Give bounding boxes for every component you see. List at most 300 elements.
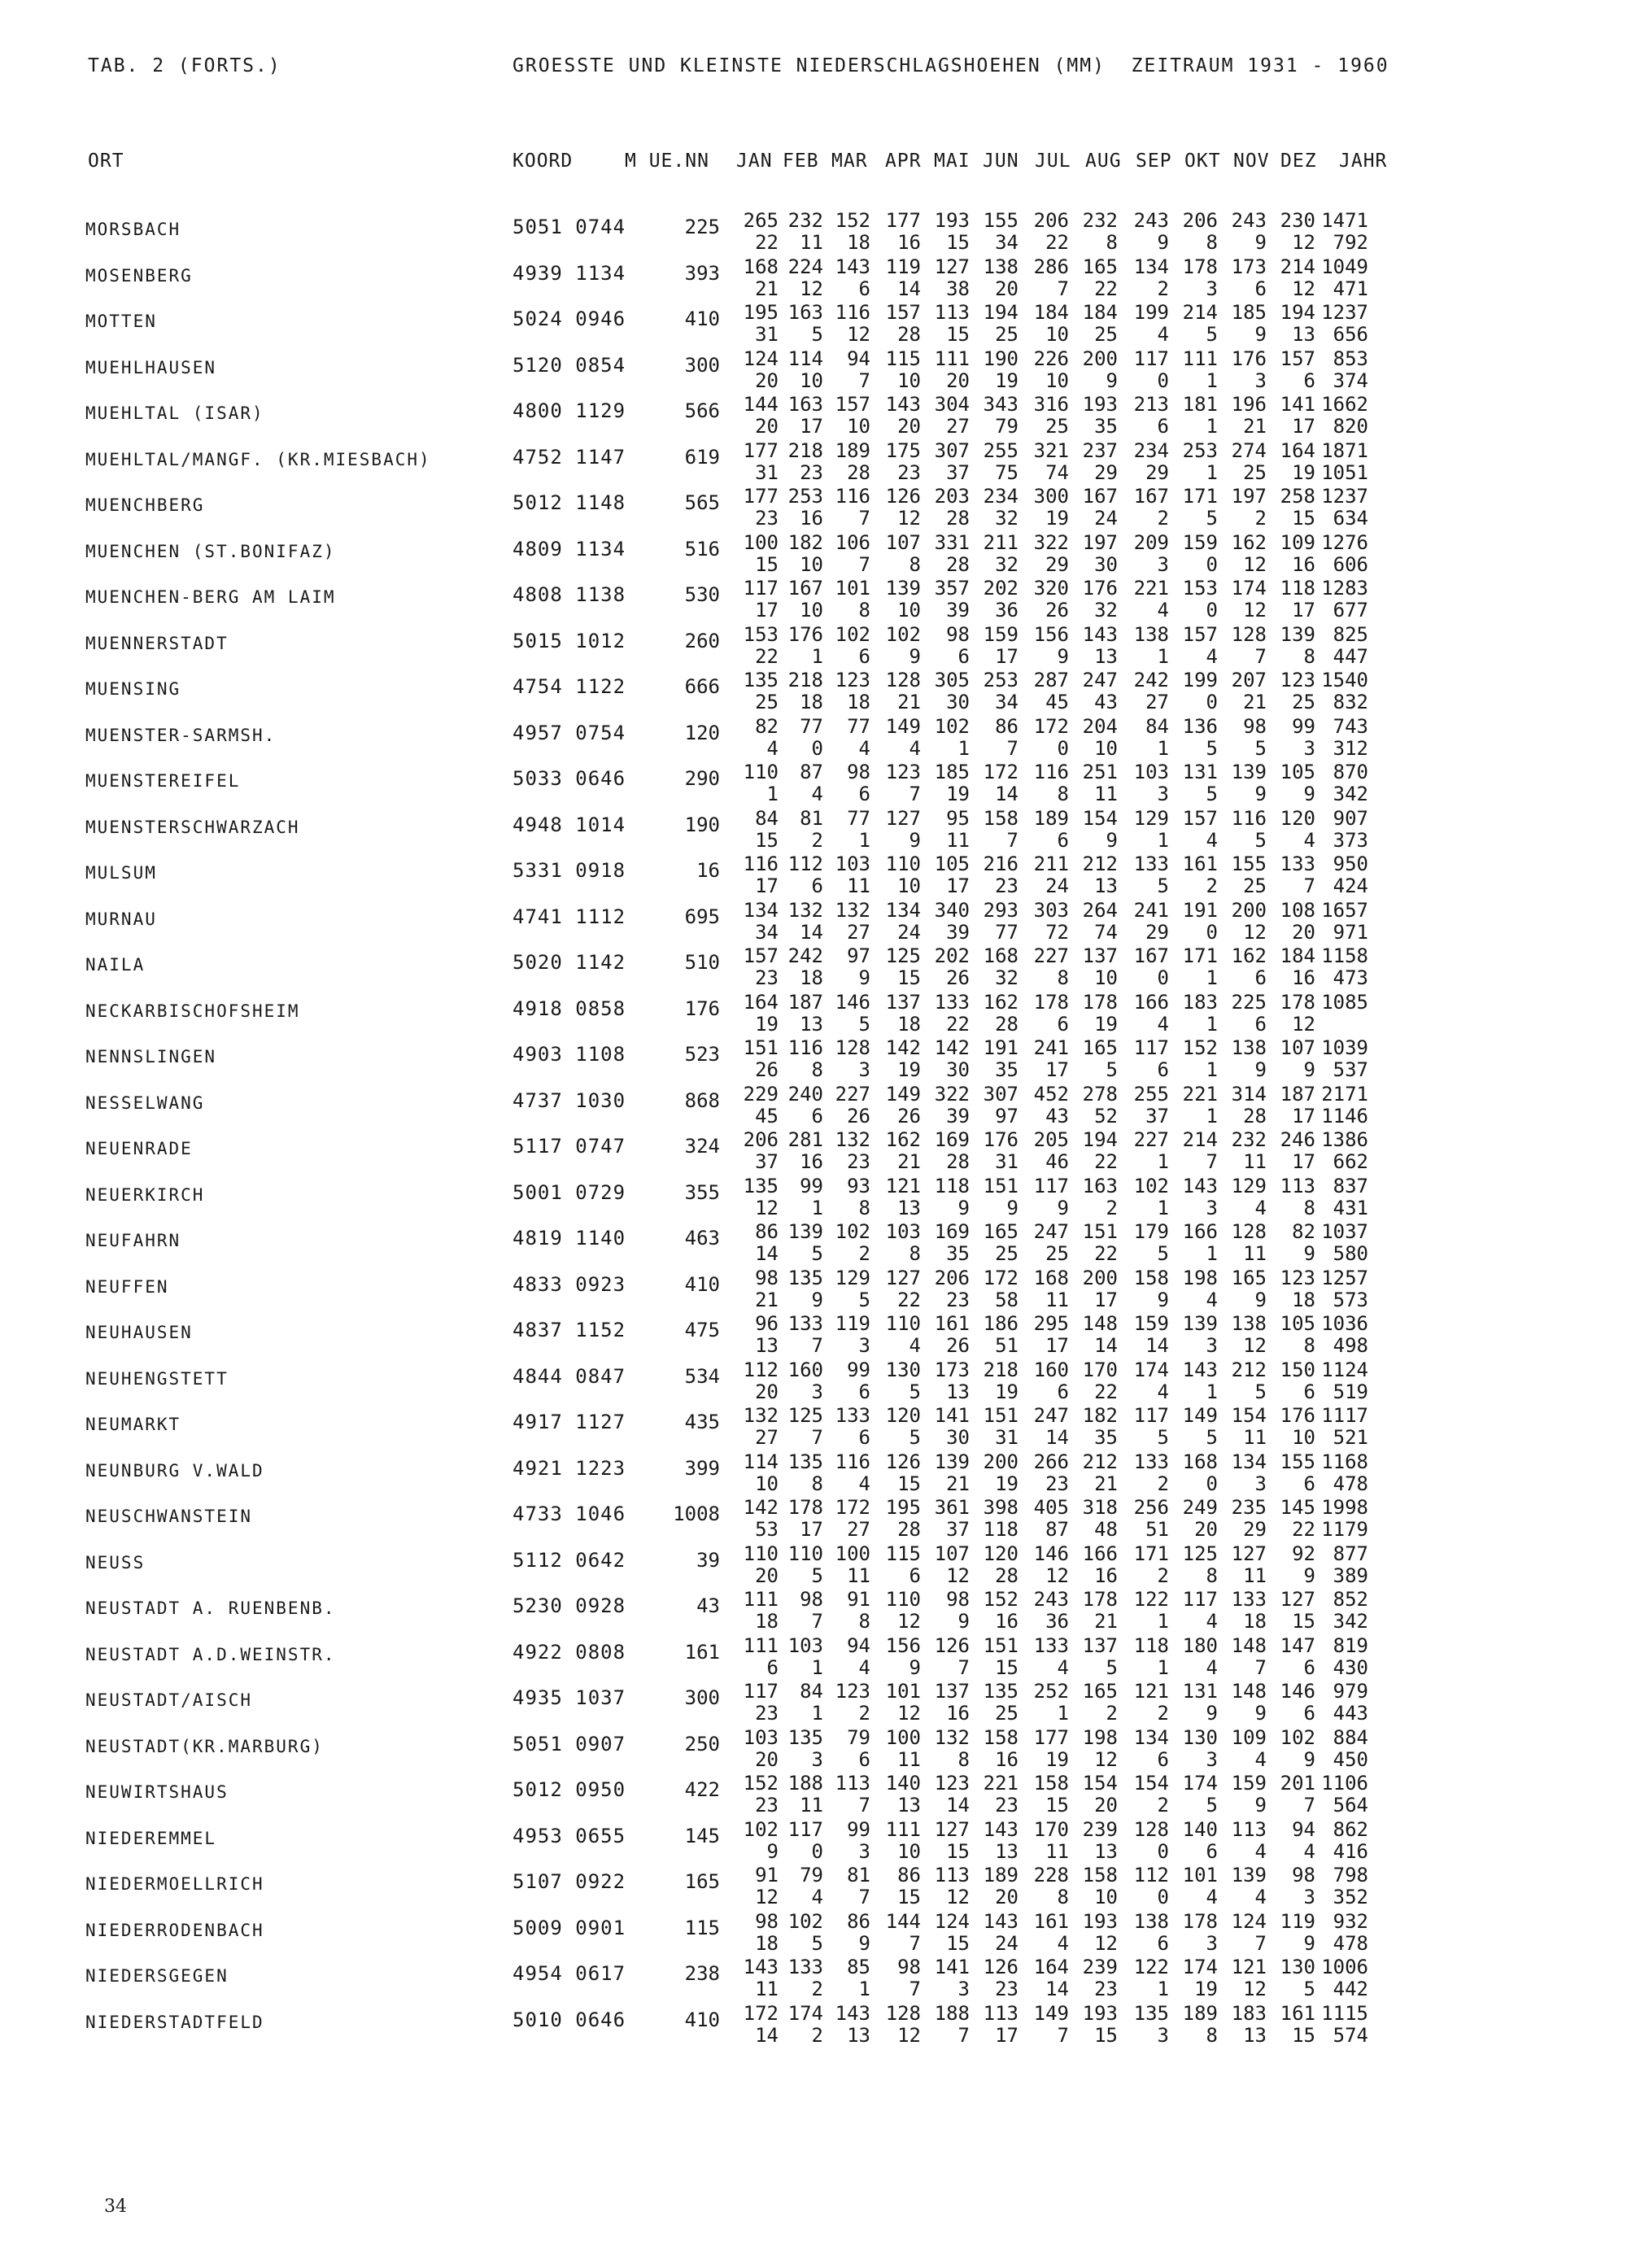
min-value: 31 [755,323,779,346]
max-value: 98 [946,622,970,646]
min-value: 634 [1333,507,1368,530]
min-value: 4 [1254,1839,1267,1863]
min-value: 26 [897,1104,921,1127]
max-value: 139 [1231,1864,1267,1886]
max-value: 340 [934,898,970,922]
min-value: 24 [897,920,921,944]
max-value: 278 [1082,1082,1118,1106]
min-value: 37 [1145,1104,1169,1127]
min-value: 6 [957,644,970,668]
max-value: 144 [885,1909,921,1933]
min-value: 9 [957,1610,970,1633]
min-value: 13 [1094,1839,1118,1863]
max-value: 247 [1033,1404,1069,1427]
max-value: 265 [743,209,779,232]
min-value: 13 [800,1012,823,1036]
min-value: 6 [1254,277,1267,300]
min-value: 4 [1157,1380,1169,1403]
max-value: 103 [743,1725,779,1749]
max-value: 105 [934,853,970,875]
min-value: 19 [1045,1747,1069,1771]
min-value: 5 [811,323,823,346]
min-value: 12 [1243,599,1267,622]
min-value: 9 [1254,1794,1267,1817]
max-value: 109 [1280,530,1315,554]
max-value: 126 [983,1956,1019,1978]
max-value: 129 [835,1266,870,1289]
min-value: 662 [1333,1150,1368,1173]
min-value: 1 [1157,1655,1169,1679]
max-value: 116 [1033,761,1069,783]
max-value: 1036 [1321,1312,1368,1335]
max-value: 187 [1280,1082,1315,1106]
min-value: 13 [847,2023,870,2047]
max-value: 398 [983,1496,1019,1519]
max-value: 247 [1082,669,1118,691]
min-value: 36 [1045,1610,1069,1633]
max-value: 318 [1082,1496,1118,1519]
min-value: 8 [1206,231,1218,254]
max-value: 107 [1280,1036,1315,1059]
min-value: 18 [800,691,823,713]
min-value: 28 [1243,1104,1267,1127]
max-value: 243 [1033,1588,1069,1611]
station-name: NEUSS [85,1552,146,1572]
min-value: 5 [811,1242,823,1265]
max-value: 1085 [1321,990,1368,1014]
station-name: MUENSTEREIFEL [85,771,241,791]
max-value: 193 [1082,1909,1118,1933]
max-value: 127 [934,255,970,278]
max-value: 117 [787,1817,823,1841]
max-value: 143 [1182,1358,1218,1381]
max-value: 188 [934,2001,970,2025]
min-value: 1 [1206,1242,1218,1265]
min-value: 677 [1333,599,1368,622]
min-value: 29 [1094,460,1118,484]
column-header-month: APR [885,150,922,172]
max-value: 103 [787,1633,823,1657]
max-value: 168 [983,944,1019,967]
min-value: 20 [995,277,1019,300]
min-value: 14 [897,277,921,300]
min-value: 10 [755,1472,779,1495]
max-value: 274 [1231,438,1267,462]
min-value: 312 [1333,736,1368,760]
min-value: 18 [897,1012,921,1036]
max-value: 133 [1231,1588,1267,1611]
min-value: 30 [1094,552,1118,576]
min-value: 1 [957,736,970,760]
column-header-month: NOV [1233,150,1270,172]
station-name: NENNSLINGEN [85,1047,217,1066]
min-value: 8 [909,1242,921,1265]
min-value: 9 [1254,1288,1267,1311]
min-value: 3 [858,1839,870,1863]
min-value: 17 [1292,415,1315,438]
station-koord: 5012 0950 [513,1778,626,1801]
min-value: 25 [1094,323,1118,346]
max-value: 1237 [1321,301,1368,324]
max-value: 154 [1082,806,1118,830]
max-value: 281 [787,1128,823,1151]
max-value: 139 [1280,622,1315,646]
station-name: MOSENBERG [85,265,193,286]
station-height: 523 [684,1043,720,1066]
max-value: 113 [934,301,970,324]
min-value: 2 [1157,507,1169,530]
max-value: 116 [743,853,779,875]
min-value: 29 [1145,460,1169,484]
max-value: 161 [1182,853,1218,875]
min-value: 537 [1333,1058,1368,1081]
max-value: 196 [1231,393,1267,416]
max-value: 234 [1133,438,1169,462]
min-value: 19 [1045,507,1069,530]
min-value: 6 [1157,1931,1169,1955]
max-value: 228 [1033,1864,1069,1886]
min-value: 7 [1303,1794,1315,1817]
min-value: 87 [1045,1518,1069,1541]
max-value: 122 [1133,1588,1169,1611]
max-value: 121 [1133,1680,1169,1703]
min-value: 430 [1333,1655,1368,1679]
max-value: 82 [755,714,779,738]
min-value: 3 [1254,369,1267,392]
max-value: 116 [835,1450,870,1473]
min-value: 11 [1094,783,1118,805]
max-value: 102 [743,1817,779,1841]
max-value: 124 [934,1909,970,1933]
max-value: 131 [1182,761,1218,783]
max-value: 105 [1280,761,1315,783]
min-value: 4 [1157,1012,1169,1036]
min-value: 8 [1206,2023,1218,2047]
max-value: 1283 [1321,577,1368,600]
min-value: 22 [946,1012,970,1036]
min-value: 12 [946,1886,970,1908]
max-value: 79 [847,1725,870,1749]
max-value: 249 [1182,1496,1218,1519]
min-value: 2 [1206,874,1218,897]
max-value: 300 [1033,485,1069,508]
min-value: 13 [1243,2023,1267,2047]
station-name: NIEDERRODENBACH [85,1920,264,1940]
station-height: 190 [684,813,720,836]
min-value: 25 [995,1242,1019,1265]
max-value: 122 [1133,1956,1169,1978]
table-label: TAB. 2 (FORTS.) [88,55,281,76]
min-value: 5 [1157,1426,1169,1449]
max-value: 138 [1231,1036,1267,1059]
max-value: 307 [983,1082,1019,1106]
max-value: 189 [983,1864,1019,1886]
max-value: 253 [787,485,823,508]
min-value: 5 [1254,828,1267,852]
min-value: 17 [1045,1058,1069,1081]
min-value: 0 [1157,1886,1169,1908]
min-value: 13 [995,1839,1019,1863]
max-value: 138 [1133,622,1169,646]
max-value: 179 [1133,1220,1169,1243]
min-value: 52 [1094,1104,1118,1127]
min-value: 31 [755,460,779,484]
max-value: 117 [1182,1588,1218,1611]
max-value: 151 [1082,1220,1118,1243]
min-value: 25 [995,323,1019,346]
max-value: 322 [1033,530,1069,554]
min-value: 32 [1094,599,1118,622]
station-height: 43 [696,1594,720,1617]
max-value: 212 [1082,853,1118,875]
max-value: 162 [983,990,1019,1014]
max-value: 118 [934,1174,970,1197]
station-koord: 4808 1138 [513,583,626,606]
min-value: 14 [946,1794,970,1817]
max-value: 331 [934,530,970,554]
max-value: 258 [1280,485,1315,508]
station-height: 410 [684,307,720,330]
min-value: 19 [897,1058,921,1081]
station-height: 516 [684,537,720,560]
min-value: 14 [1045,1978,1069,2000]
max-value: 143 [835,2001,870,2025]
min-value: 7 [858,507,870,530]
max-value: 235 [1231,1496,1267,1519]
max-value: 141 [1280,393,1315,416]
max-value: 151 [983,1633,1019,1657]
min-value: 9 [1254,1702,1267,1725]
column-header-month: JUN [983,150,1019,172]
min-value: 8 [811,1058,823,1081]
max-value: 142 [743,1496,779,1519]
station-koord: 5051 0744 [513,216,626,238]
max-value: 126 [934,1633,970,1657]
max-value: 165 [1082,1036,1118,1059]
min-value: 6 [1254,966,1267,989]
max-value: 158 [1033,1772,1069,1795]
max-value: 216 [983,853,1019,875]
min-value: 4 [1206,1610,1218,1633]
min-value: 2 [1254,507,1267,530]
max-value: 134 [1133,1725,1169,1749]
min-value: 0 [1157,369,1169,392]
min-value: 12 [800,277,823,300]
max-value: 143 [983,1817,1019,1841]
min-value: 17 [755,599,779,622]
min-value: 3 [1206,277,1218,300]
min-value: 6 [1157,1747,1169,1771]
min-value: 4 [1206,828,1218,852]
max-value: 167 [787,577,823,600]
min-value: 2 [1157,277,1169,300]
max-value: 211 [983,530,1019,554]
max-value: 94 [1292,1817,1315,1841]
min-value: 13 [897,1196,921,1219]
min-value: 13 [755,1334,779,1357]
min-value: 21 [1094,1610,1118,1633]
max-value: 825 [1333,622,1368,646]
min-value: 9 [858,966,870,989]
min-value: 27 [946,415,970,438]
max-value: 158 [1082,1864,1118,1886]
station-name: NEUSTADT A.D.WEINSTR. [85,1644,336,1664]
station-koord: 5015 1012 [513,629,626,652]
max-value: 154 [1082,1772,1118,1795]
station-height: 115 [684,1916,720,1939]
min-value: 16 [946,1702,970,1725]
max-value: 151 [983,1174,1019,1197]
max-value: 232 [787,209,823,232]
min-value: 19 [1094,1012,1118,1036]
min-value: 12 [946,1564,970,1587]
max-value: 113 [983,2001,1019,2025]
max-value: 227 [835,1082,870,1106]
station-koord: 4921 1223 [513,1456,626,1480]
station-koord: 5012 1148 [513,491,626,514]
min-value: 14 [1094,1334,1118,1357]
max-value: 172 [1033,714,1069,738]
max-value: 176 [1231,347,1267,370]
max-value: 154 [1231,1404,1267,1427]
max-value: 110 [787,1542,823,1565]
min-value: 6 [1303,1472,1315,1495]
max-value: 146 [835,990,870,1014]
station-height: 300 [684,353,720,377]
max-value: 198 [1082,1725,1118,1749]
max-value: 163 [1082,1174,1118,1197]
min-value: 6 [1057,828,1069,852]
station-height: 510 [684,951,720,974]
max-value: 124 [743,347,779,370]
min-value: 9 [1006,1196,1019,1219]
max-value: 117 [1133,347,1169,370]
max-value: 110 [743,1542,779,1565]
max-value: 161 [934,1312,970,1335]
max-value: 148 [1231,1680,1267,1703]
max-value: 1471 [1321,209,1368,232]
max-value: 177 [743,438,779,462]
station-height: 393 [684,261,720,285]
max-value: 743 [1333,714,1368,738]
min-value: 10 [1094,1886,1118,1908]
max-value: 152 [1182,1036,1218,1059]
station-koord: 4953 0655 [513,1824,626,1847]
min-value: 28 [847,460,870,484]
min-value: 3 [1206,1747,1218,1771]
min-value: 519 [1333,1380,1368,1403]
min-value: 29 [1145,920,1169,944]
station-height: 530 [684,583,720,606]
min-value: 21 [897,1150,921,1173]
min-value: 450 [1333,1747,1368,1771]
min-value: 6 [909,1564,921,1587]
min-value: 3 [1157,2023,1169,2047]
max-value: 798 [1333,1864,1368,1886]
min-value: 4 [1303,828,1315,852]
min-value: 656 [1333,323,1368,346]
min-value: 3 [1157,552,1169,576]
min-value: 12 [1094,1931,1118,1955]
min-value: 3 [957,1978,970,2000]
max-value: 127 [1231,1542,1267,1565]
max-value: 819 [1333,1633,1368,1657]
max-value: 98 [897,1956,921,1978]
min-value: 11 [897,1747,921,1771]
min-value: 4 [1254,1886,1267,1908]
max-value: 202 [983,577,1019,600]
max-value: 218 [787,438,823,462]
max-value: 170 [1082,1358,1118,1381]
max-value: 320 [1033,577,1069,600]
min-value: 1 [1206,1012,1218,1036]
station-height: 475 [684,1319,720,1341]
min-value: 12 [1243,1334,1267,1357]
min-value: 5 [1157,1242,1169,1265]
max-value: 133 [934,990,970,1014]
min-value: 37 [755,1150,779,1173]
max-value: 132 [934,1725,970,1749]
max-value: 195 [885,1496,921,1519]
min-value: 4 [858,736,870,760]
min-value: 21 [755,1288,779,1311]
max-value: 165 [1231,1266,1267,1289]
min-value: 11 [1045,1839,1069,1863]
max-value: 293 [983,898,1019,922]
max-value: 221 [1133,577,1169,600]
station-height: 410 [684,2008,720,2031]
station-name: NEUSTADT(KR.MARBURG) [85,1736,324,1756]
min-value: 9 [909,828,921,852]
min-value: 424 [1333,874,1368,897]
min-value: 19 [995,1472,1019,1495]
max-value: 128 [835,1036,870,1059]
min-value: 9 [1157,231,1169,254]
min-value: 18 [755,1931,779,1955]
min-value: 2 [1106,1702,1118,1725]
min-value: 28 [897,1518,921,1541]
min-value: 5 [1206,1794,1218,1817]
max-value: 107 [885,530,921,554]
min-value: 971 [1333,920,1368,944]
station-name: MUENSTER-SARMSH. [85,725,277,745]
max-value: 101 [1182,1864,1218,1886]
max-value: 141 [934,1404,970,1427]
max-value: 86 [897,1864,921,1886]
max-value: 148 [1082,1312,1118,1335]
max-value: 171 [1182,485,1218,508]
max-value: 77 [847,714,870,738]
max-value: 117 [1133,1036,1169,1059]
max-value: 322 [934,1082,970,1106]
min-value: 7 [1303,874,1315,897]
max-value: 134 [743,898,779,922]
min-value: 15 [1094,2023,1118,2047]
min-value: 9 [1254,231,1267,254]
min-value: 20 [1094,1794,1118,1817]
max-value: 142 [934,1036,970,1059]
max-value: 137 [934,1680,970,1703]
min-value: 431 [1333,1196,1368,1219]
max-value: 199 [1182,669,1218,691]
max-value: 907 [1333,806,1368,830]
min-value: 10 [1045,369,1069,392]
min-value: 20 [995,1886,1019,1908]
min-value: 11 [1243,1564,1267,1587]
min-value: 6 [858,1380,870,1403]
max-value: 112 [1133,1864,1169,1886]
max-value: 206 [1033,209,1069,232]
